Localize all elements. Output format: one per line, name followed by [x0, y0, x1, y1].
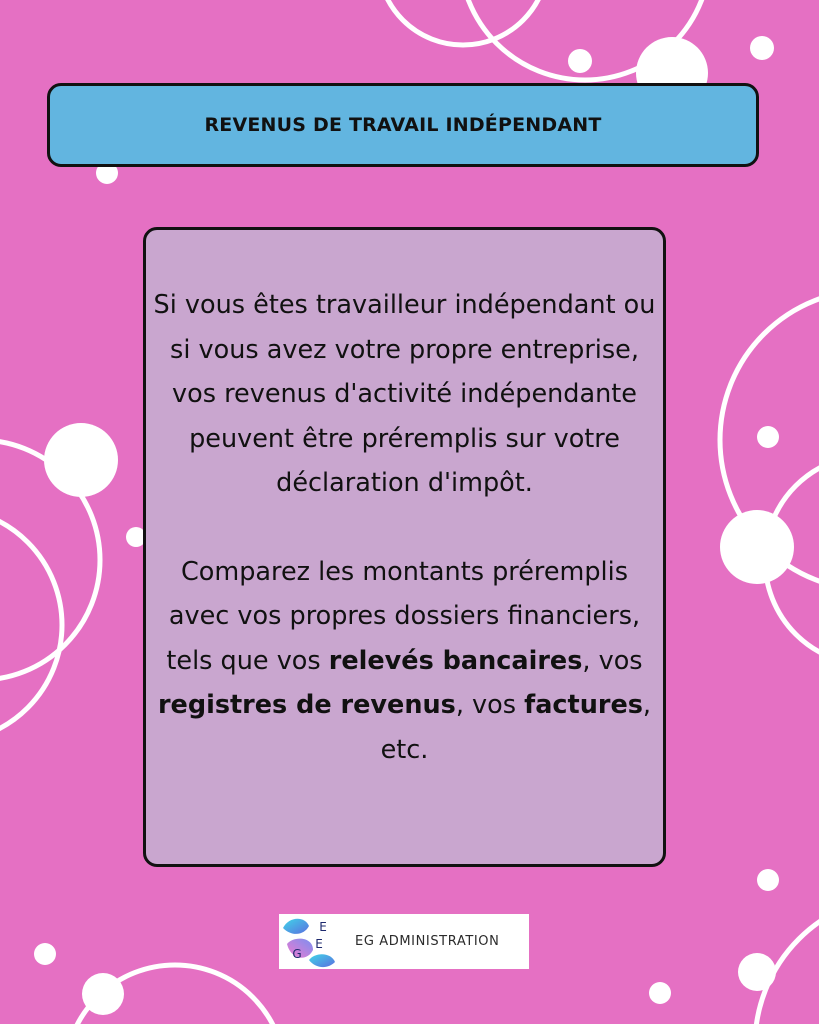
decor-dot [750, 36, 774, 60]
logo-leaf-shape [309, 954, 335, 967]
decor-dot [738, 953, 776, 991]
paragraph-text: , etc. [380, 690, 652, 765]
decor-dot [757, 426, 779, 448]
company-name: EG ADMINISTRATION [355, 934, 500, 949]
paragraph-text: , vos [582, 645, 643, 676]
bold-bank-statements: relevés bancaires [328, 645, 583, 676]
logo-leaf-shape [283, 919, 309, 934]
bold-income-records: registres de revenus [157, 690, 456, 720]
paragraph-text: Comparez les montants préremplis avec vos propres dossiers financiers, tels que vos [166, 556, 641, 676]
content-box [143, 227, 666, 867]
paragraph-text: , vos [455, 690, 525, 720]
paragraph-compare [152, 550, 657, 773]
logo-letter: E [319, 920, 327, 934]
decor-dot [82, 973, 124, 1015]
decor-dot [649, 982, 671, 1004]
logo-letter: E [315, 937, 323, 951]
decor-dot [568, 49, 592, 73]
company-logo [279, 914, 529, 969]
decor-dot [44, 423, 118, 497]
page-title: REVENUS DE TRAVAIL INDÉPENDANT [204, 114, 602, 136]
logo-letter: G [292, 947, 302, 961]
paragraph-intro: Si vous êtes travailleur indépendant ou si vous avez votre propre entreprise, vos revenus d'activité indépendante peuvent être préremplis sur votre déclaration d'impôt. [153, 290, 656, 498]
eg-logo-icon [279, 914, 341, 969]
title-banner [47, 83, 759, 167]
decor-dot [720, 510, 794, 584]
bold-invoices: factures [524, 690, 643, 720]
decor-dot [34, 943, 56, 965]
decor-dot [757, 869, 779, 891]
